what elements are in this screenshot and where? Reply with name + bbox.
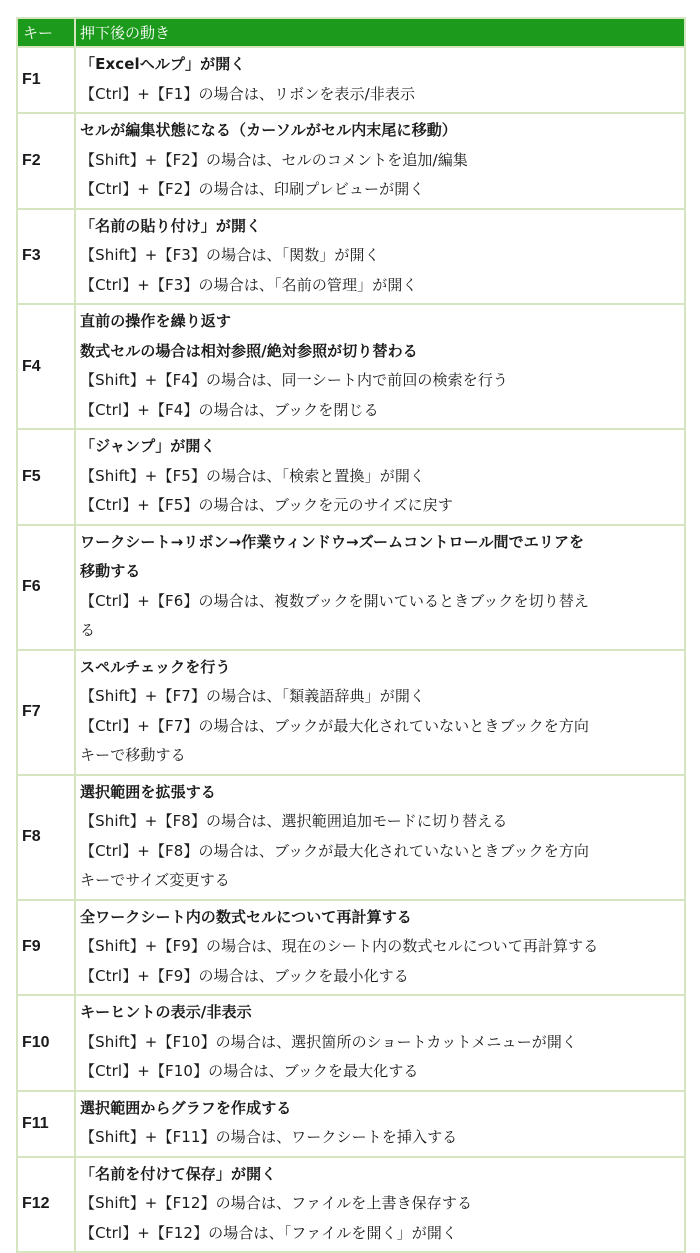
action-description: 「Excelヘルプ」が開く: [80, 55, 246, 73]
key-cell: F4: [17, 304, 75, 429]
action-description: キーヒントの表示/非表示: [80, 1003, 252, 1021]
key-cell: F3: [17, 209, 75, 305]
action-description: 「名前を付けて保存」が開く: [80, 1164, 277, 1183]
modifier-description: 【Shift】+【F9】の場合は、現在のシート内の数式セルについて再計算する: [80, 937, 599, 955]
modifier-description: キーで移動する: [80, 746, 186, 764]
action-description: スペルチェックを行う: [80, 657, 231, 676]
table-row: [17, 650, 685, 775]
key-cell: F10: [17, 995, 75, 1091]
key-cell: F12: [17, 1157, 75, 1253]
table-row: [17, 900, 685, 996]
table-row: [17, 429, 685, 525]
description-cell: [75, 47, 685, 113]
modifier-description: 【Shift】+【F7】の場合は、「類義語辞典」が開く: [80, 687, 426, 705]
action-description: 数式セルの場合は相対参照/絶対参照が切り替わる: [80, 341, 418, 360]
modifier-description: 【Ctrl】+【F1】の場合は、リボンを表示/非表示: [80, 84, 416, 103]
modifier-description: 【Ctrl】+【F2】の場合は、印刷プレビューが開く: [80, 180, 425, 198]
key-cell: F6: [17, 525, 75, 650]
description-cell: [75, 1157, 685, 1253]
key-cell: F11: [17, 1091, 75, 1157]
table-row: [17, 113, 685, 209]
modifier-description: 【Ctrl】+【F8】の場合は、ブックが最大化されていないときブックを方向: [80, 841, 590, 860]
table-body: [17, 47, 685, 1252]
table-header-row: [17, 18, 685, 47]
action-description: セルが編集状態になる（カーソルがセル内末尾に移動）: [80, 121, 457, 139]
table-row: [17, 995, 685, 1091]
description-cell: [75, 209, 685, 305]
modifier-description: 【Shift】+【F8】の場合は、選択範囲追加モードに切り替える: [80, 812, 508, 830]
modifier-description: 【Ctrl】+【F5】の場合は、ブックを元のサイズに戻す: [80, 496, 453, 514]
description-cell: [75, 304, 685, 429]
action-description: 選択範囲からグラフを作成する: [80, 1098, 292, 1117]
key-cell: F1: [17, 47, 75, 113]
modifier-description: 【Ctrl】+【F3】の場合は、「名前の管理」が開く: [80, 275, 418, 294]
description-cell: [75, 650, 685, 775]
modifier-description: 【Shift】+【F12】の場合は、ファイルを上書き保存する: [80, 1194, 473, 1212]
table-row: [17, 775, 685, 900]
description-cell: [75, 900, 685, 996]
header-action: 押下後の動き: [75, 18, 685, 47]
description-cell: [75, 113, 685, 209]
modifier-description: る: [80, 621, 96, 639]
modifier-description: 【Ctrl】+【F12】の場合は、「ファイルを開く」が開く: [80, 1223, 458, 1242]
modifier-description: 【Ctrl】+【F6】の場合は、複数ブックを開いているときブックを切り替え: [80, 591, 590, 610]
key-cell: F9: [17, 900, 75, 996]
table-row: [17, 1091, 685, 1157]
action-description: 「名前の貼り付け」が開く: [80, 216, 262, 235]
table-row: [17, 304, 685, 429]
header-key: キー: [17, 18, 75, 47]
description-cell: [75, 1091, 685, 1157]
table-row: [17, 525, 685, 650]
modifier-description: 【Ctrl】+【F7】の場合は、ブックが最大化されていないときブックを方向: [80, 716, 590, 735]
action-description: 「ジャンプ」が開く: [80, 437, 216, 455]
modifier-description: キーでサイズ変更する: [80, 871, 230, 889]
modifier-description: 【Shift】+【F5】の場合は、「検索と置換」が開く: [80, 466, 426, 485]
action-description: 移動する: [80, 562, 141, 580]
modifier-description: 【Shift】+【F4】の場合は、同一シート内で前回の検索を行う: [80, 371, 509, 389]
description-cell: [75, 775, 685, 900]
description-cell: [75, 525, 685, 650]
table-row: [17, 47, 685, 113]
description-cell: [75, 429, 685, 525]
table-row: [17, 209, 685, 305]
action-description: 直前の操作を繰り返す: [80, 312, 232, 330]
table-row: [17, 1157, 685, 1253]
modifier-description: 【Ctrl】+【F4】の場合は、ブックを閉じる: [80, 400, 379, 419]
modifier-description: 【Shift】+【F10】の場合は、選択箇所のショートカットメニューが開く: [80, 1032, 578, 1051]
modifier-description: 【Shift】+【F11】の場合は、ワークシートを挿入する: [80, 1128, 458, 1146]
function-key-table: [16, 17, 686, 1253]
key-cell: F7: [17, 650, 75, 775]
action-description: 選択範囲を拡張する: [80, 782, 216, 801]
key-cell: F2: [17, 113, 75, 209]
action-description: ワークシート→リボン→作業ウィンドウ→ズームコントロール間でエリアを: [80, 532, 585, 551]
modifier-description: 【Shift】+【F3】の場合は、「関数」が開く: [80, 246, 380, 264]
action-description: 全ワークシート内の数式セルについて再計算する: [80, 907, 412, 926]
description-cell: [75, 995, 685, 1091]
modifier-description: 【Ctrl】+【F9】の場合は、ブックを最小化する: [80, 966, 409, 985]
key-cell: F8: [17, 775, 75, 900]
modifier-description: 【Shift】+【F2】の場合は、セルのコメントを追加/編集: [80, 150, 468, 169]
modifier-description: 【Ctrl】+【F10】の場合は、ブックを最大化する: [80, 1062, 419, 1080]
key-cell: F5: [17, 429, 75, 525]
